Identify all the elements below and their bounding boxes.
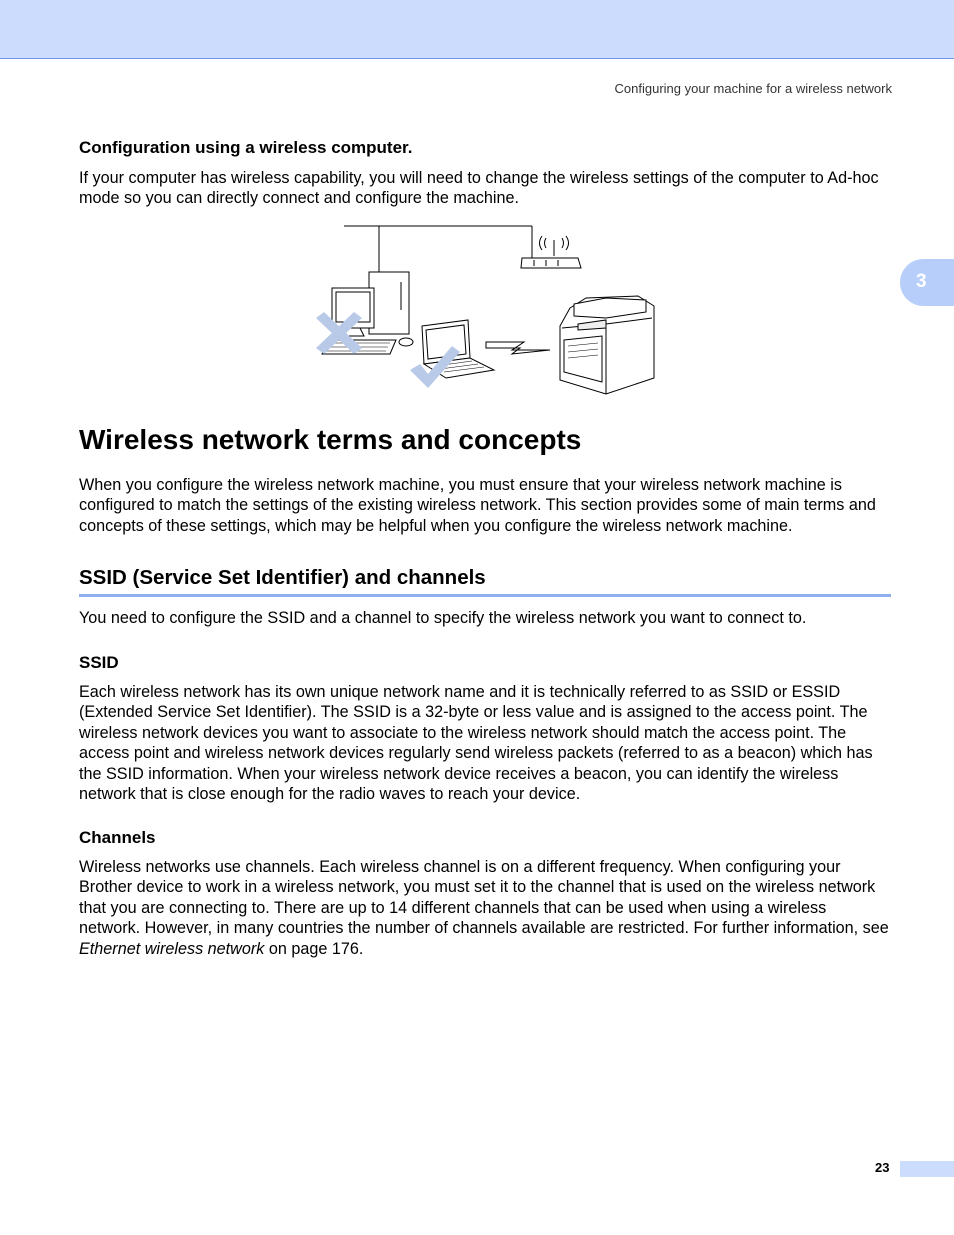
running-header: Configuring your machine for a wireless network: [614, 81, 892, 96]
footer-tab: [900, 1161, 954, 1177]
ssid-heading: SSID: [79, 653, 119, 672]
printer-icon: [560, 296, 654, 394]
lightning-wireless-icon: [486, 342, 550, 354]
section-rule: [79, 594, 891, 597]
ethernet-wireless-network-reference: Ethernet wireless network: [79, 939, 265, 958]
ssid-channels-heading: SSID (Service Set Identifier) and channels: [79, 566, 486, 589]
chapter-tab: [900, 259, 954, 306]
terms-intro: When you configure the wireless network machine, you must ensure that your wireless network machine is configured to match the settings of the existing wireless network. This section provides some of main terms and concepts of these settings, which may be helpful when you configure the wireless network machine.: [79, 476, 876, 535]
config-heading: Configuration using a wireless computer.: [79, 138, 413, 157]
config-body: If your computer has wireless capability, you will need to change the wireless settings of the computer to Ad-hoc mode so you can directly connect and configure the machine.: [79, 169, 879, 208]
top-header-band: [0, 0, 954, 59]
channels-body-end: on page 176.: [264, 939, 364, 958]
wireless-adhoc-illustration: [306, 220, 666, 400]
ssid-channels-intro: You need to configure the SSID and a channel to specify the wireless network you want to connect to.: [79, 609, 807, 627]
channels-heading: Channels: [79, 828, 156, 847]
terms-title: Wireless network terms and concepts: [79, 424, 582, 455]
channels-body-start: Wireless networks use channels. Each wireless channel is on a different frequency. When configuring your Brother device to work in a wireless network, you must set it to the channel that is used on the wireless network that you are connecting to. There are up to 14 different channels that can be used when using a wireless network. However, in many countries the number of channels available are restricted. For further information, see: [79, 858, 889, 938]
ssid-body: Each wireless network has its own unique network name and it is technically referred to as SSID or ESSID (Extended Service Set Identifier). The SSID is a 32-byte or less value and is assigned to the access point. The wireless network devices you want to associate to the wireless network should match the access point. The access point and wireless network devices regularly send wireless packets (referred to as a beacon) which has the SSID information. When your wireless network device receives a beacon, you can identify the wireless network that is close enough for the radio waves to reach your device.: [79, 683, 873, 804]
access-point-icon: [521, 236, 581, 268]
chapter-number: 3: [916, 271, 927, 292]
page-number: 23: [875, 1160, 890, 1175]
channels-body: [79, 857, 891, 959]
